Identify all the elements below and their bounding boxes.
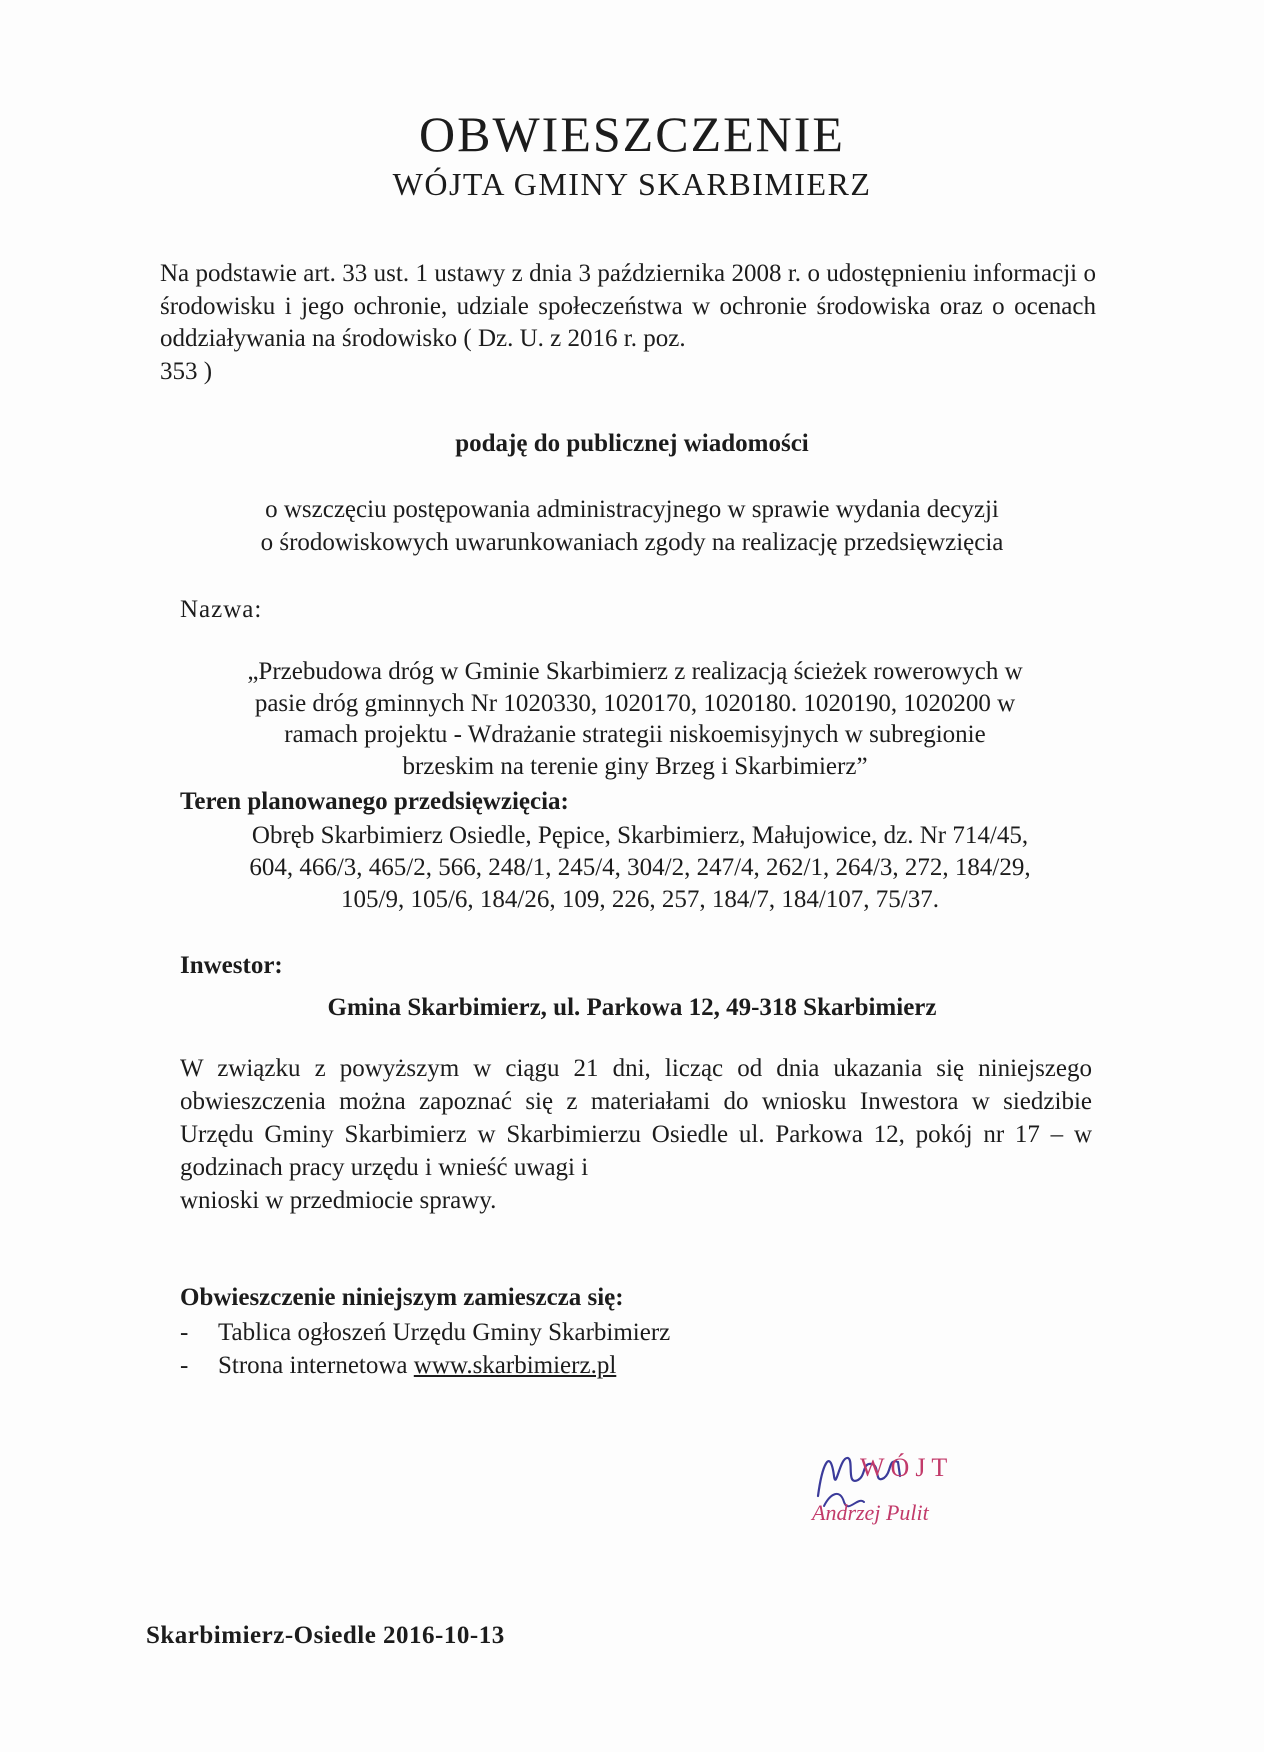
project-name-line: „Przebudowa dróg w Gminie Skarbimierz z realizacją ścieżek rowerowych w <box>247 658 1023 685</box>
teren-parcels <box>180 820 1100 916</box>
teren-line: 105/9, 105/6, 184/26, 109, 226, 257, 184/7, 184/107, 75/37. <box>341 886 939 913</box>
announcement-line: o wszczęciu postępowania administracyjnego w sprawie wydania decyzji <box>265 496 999 523</box>
project-name <box>180 656 1090 782</box>
svg-text:WÓJT: WÓJT <box>860 1453 954 1482</box>
inwestor-label: Inwestor: <box>180 952 283 979</box>
document-date: Skarbimierz-Osiedle 2016-10-13 <box>146 1622 505 1649</box>
signature-stamp <box>800 1436 1020 1536</box>
notice-text-end: wnioski w przedmiocie sprawy. <box>180 1187 497 1214</box>
website-link[interactable]: www.skarbimierz.pl <box>413 1352 617 1379</box>
notice-paragraph <box>180 1052 1092 1217</box>
legal-basis-text: Na podstawie art. 33 ust. 1 ustawy z dnia 3 października 2008 r. o udostępnieniu informacji o środowisku i jego ochronie, udziale społeczeństwa w ochronie środowiska oraz o ocenach oddziaływania na środowisko ( Dz. U. z 2016 r. poz. <box>160 260 1096 352</box>
list-dash: - <box>180 1352 189 1379</box>
teren-line: Obręb Skarbimierz Osiedle, Pępice, Skarbimierz, Małujowice, dz. Nr 714/45, <box>251 822 1029 849</box>
announcement-line: o środowiskowych uwarunkowaniach zgody na realizację przedsięwzięcia <box>260 528 1004 556</box>
project-name-line: pasie dróg gminnych Nr 1020330, 1020170, 1020180. 1020190, 1020200 w <box>254 689 1016 717</box>
list-dash: - <box>180 1319 189 1346</box>
announcement-body <box>0 494 1264 559</box>
legal-basis-paragraph <box>160 258 1096 388</box>
project-name-line: brzeskim na terenie giny Brzeg i Skarbimierz” <box>402 752 868 780</box>
list-item-text: Strona internetowa <box>218 1352 414 1379</box>
list-item <box>180 1349 670 1382</box>
document-title: OBWIESZCZENIE <box>419 106 845 162</box>
nazwa-label: Nazwa: <box>180 596 263 623</box>
document-subtitle: WÓJTA GMINY SKARBIMIERZ <box>392 166 872 202</box>
teren-label: Teren planowanego przedsięwzięcia: <box>180 788 569 815</box>
teren-line: 604, 466/3, 465/2, 566, 248/1, 245/4, 304/2, 247/4, 262/1, 264/3, 272, 184/29, <box>249 854 1031 881</box>
notice-text: W związku z powyższym w ciągu 21 dni, licząc od dnia ukazania się niniejszego obwieszczenia można zapoznać się z materiałami do wniosku Inwestora w siedzibie Urzędu Gminy Skarbimierz w Skarbimierzu Osiedle ul. Parkowa 12, pokój nr 17 – w godzinach pracy urzędu i wnieść uwagi i <box>180 1055 1092 1181</box>
announcement-heading: podaję do publicznej wiadomości <box>455 430 809 457</box>
legal-basis-text-end: 353 ) <box>160 357 213 385</box>
svg-text:Andrzej Pulit: Andrzej Pulit <box>812 1500 929 1525</box>
publication-label: Obwieszczenie niniejszym zamieszcza się: <box>180 1284 624 1311</box>
publication-list <box>180 1316 670 1382</box>
project-name-line: ramach projektu - Wdrażanie strategii niskoemisyjnych w subregionie <box>284 721 986 748</box>
list-item-text: Tablica ogłoszeń Urzędu Gminy Skarbimierz <box>218 1319 671 1346</box>
list-item <box>180 1316 670 1349</box>
inwestor-value: Gmina Skarbimierz, ul. Parkowa 12, 49-318 Skarbimierz <box>327 994 937 1021</box>
